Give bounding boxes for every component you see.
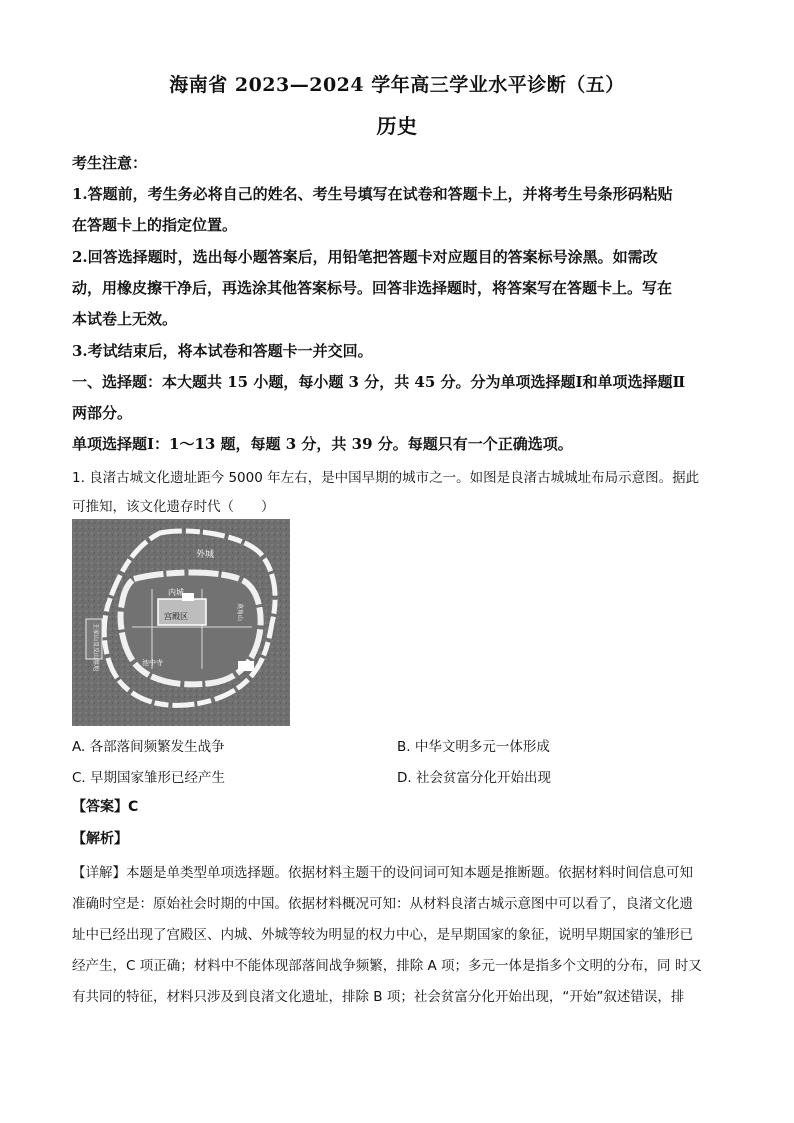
- notice-heading: 考生注意：: [72, 154, 148, 172]
- building-block: [238, 661, 254, 671]
- right-site-label: 莫角山: [236, 603, 243, 622]
- bottom-site-label: 池中寺: [142, 659, 163, 667]
- explanation-line: 【详解】本题是单类型单项选择题。依据材料主题干的设问词可知本题是推断题。依据材料时间信息可知: [72, 865, 693, 881]
- notice-line: 本试卷上无效。: [72, 310, 178, 328]
- explanation-line: 有共同的特征，材料只涉及到良渚文化遗址，排除 B 项；社会贫富分化开始出现，“开始”叙述错误，排: [72, 989, 685, 1005]
- section-heading: 一、选择题：本大题共 15 小题，每小题 3 分，共 45 分。分为单项选择题Ⅰ和单项选择题Ⅱ: [72, 373, 686, 391]
- subject-title: 历史: [376, 114, 418, 138]
- inner-city-label: 内城: [168, 588, 184, 597]
- answer-tag: 【答案】C: [72, 799, 139, 815]
- notice-line: 2.回答选择题时，选出每小题答案后，用铅笔把答题卡对应题目的答案标号涂黑。如需改: [72, 248, 658, 266]
- explanation-line: 经产生，C 项正确；材料中不能体现部落间战争频繁，排除 A 项；多元一体是指多个文明的分布，同 时又: [72, 958, 702, 974]
- explanation-line: 准确时空是：原始社会时期的中国。依据材料概况可知：从材料良渚古城示意图中可以看了，良渚文化遗: [72, 896, 693, 912]
- notice-line: 在答题卡上的指定位置。: [72, 216, 238, 234]
- palace-label: 宫殿区: [164, 612, 188, 621]
- subsection-heading: 单项选择题Ⅰ：1～13 题，每题 3 分，共 39 分。每题只有一个正确选项。: [72, 435, 573, 453]
- explanation-line: 址中已经出现了宫殿区、内城、外城等较为明显的权力中心，是早期国家的象征，说明早期国家的雏形已: [72, 927, 693, 943]
- city-layout-figure: [72, 519, 290, 726]
- left-site-label: 王家山及反山墓地: [92, 623, 99, 672]
- exam-title: 海南省 2023—2024 学年高三学业水平诊断（五）: [169, 74, 625, 96]
- question-stem: 1. 良渚古城文化遗址距今 5000 年左右，是中国早期的城市之一。如图是良渚古城城址布局示意图。据此: [72, 470, 700, 486]
- question-stem-cont: 可推知，该文化遗存时代（ ）: [72, 499, 275, 515]
- option-d[interactable]: D. 社会贫富分化开始出现: [397, 770, 551, 786]
- option-a[interactable]: A. 各部落间频繁发生战争: [72, 739, 225, 755]
- analysis-tag: 【解析】: [72, 831, 128, 847]
- notice-line: 1.答题前，考生务必将自己的姓名、考生号填写在试卷和答题卡上，并将考生号条形码粘贴: [72, 185, 673, 203]
- outer-city-label: 外城: [196, 550, 215, 560]
- section-heading-cont: 两部分。: [72, 404, 133, 422]
- notice-line: 动，用橡皮擦干净后，再选涂其他答案标号。回答非选择题时，将答案写在答题卡上。写在: [72, 279, 673, 297]
- notice-line: 3.考试结束后，将本试卷和答题卡一并交回。: [72, 342, 373, 360]
- option-b[interactable]: B. 中华文明多元一体形成: [397, 739, 550, 755]
- option-c[interactable]: C. 早期国家雏形已经产生: [72, 770, 226, 786]
